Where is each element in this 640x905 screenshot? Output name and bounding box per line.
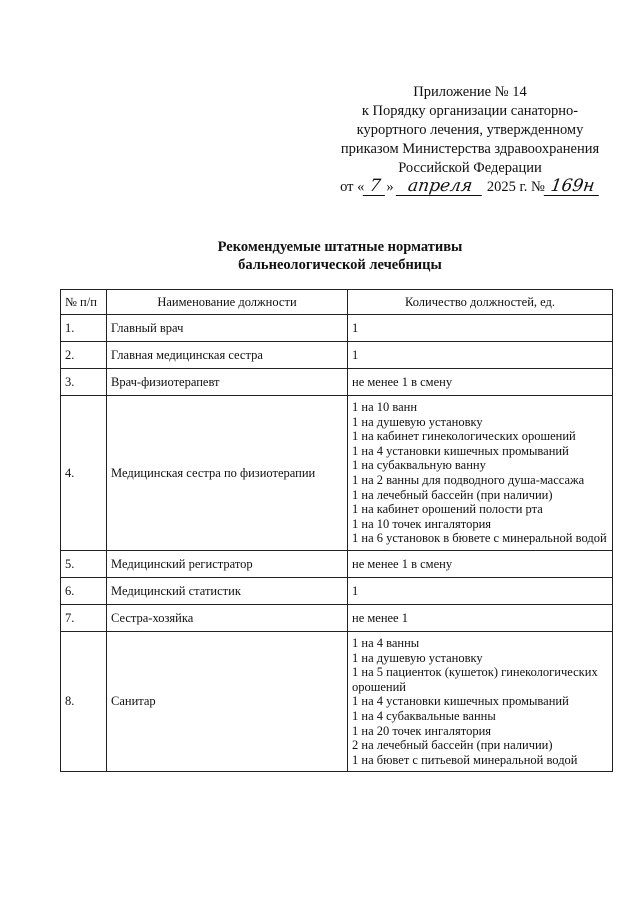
appendix-ref-line: курортного лечения, утвержденному [356,122,584,138]
table-row [61,631,613,771]
appendix-number: Приложение № 14 [413,84,527,100]
title-line: бальнеологической лечебницы [238,257,442,273]
position-name: Медицинская сестра по физиотерапии [107,396,348,551]
col-header-num: № п/п [61,290,107,315]
count-item: 1 на 4 установки кишечных промываний [352,694,569,709]
count-item: 2 на лечебный бассейн (при наличии) [352,738,553,753]
position-name: Медицинский регистратор [107,550,348,577]
position-count [348,342,613,369]
date-mid: » [386,179,394,195]
appendix-ref-line: к Порядку организации санаторно- [361,103,579,119]
position-name: Санитар [107,631,348,771]
date-prefix: от « [340,179,365,195]
table-row [61,369,613,396]
appendix-ref-line: приказом Министерства здравоохранения [340,141,600,157]
count-item: 1 на 4 установки кишечных промываний [352,443,569,458]
table-header-row [61,290,613,315]
position-count [348,631,613,771]
count-item: 1 на душевую установку [352,650,483,665]
count-item: 1 на кабинет орошений полости рта [352,502,543,517]
count-item: 1 на 10 ванн [352,400,418,414]
col-header-count: Количество должностей, ед. [348,290,613,315]
row-number: 6. [61,577,107,604]
row-number: 4. [61,396,107,551]
table-row [61,396,613,551]
handwritten-day: 7 [363,178,388,196]
count-item: 1 на кабинет гинекологических орошений [352,429,576,444]
position-name: Сестра-хозяйка [107,604,348,631]
position-count [348,550,613,577]
appendix-header [300,83,640,197]
count-item: 1 на 20 точек ингалятория [352,723,492,738]
count-item: 1 [352,320,359,335]
count-item: не менее 1 [352,610,408,625]
col-header-position: Наименование должности [107,290,348,315]
handwritten-month: апреля [396,178,485,196]
row-number: 2. [61,342,107,369]
row-number: 1. [61,315,107,342]
count-item: 1 на субаквальную ванну [352,458,486,473]
row-number: 7. [61,604,107,631]
position-count [348,315,613,342]
count-item: 1 [352,347,359,362]
position-count [348,369,613,396]
count-item: 1 на 4 ванны [352,635,420,650]
count-item: 1 [352,583,359,598]
count-item: 1 на 2 ванны для подводного душа-массажа [352,472,585,487]
table-row [61,577,613,604]
date-year: 2025 г. № [486,179,545,195]
position-count [348,577,613,604]
document-title [60,238,620,274]
position-count [348,604,613,631]
staff-norms-table [60,289,613,772]
title-line: Рекомендуемые штатные нормативы [217,239,463,255]
count-item: не менее 1 в смену [352,556,453,571]
position-name: Врач-физиотерапевт [107,369,348,396]
table-row [61,604,613,631]
row-number: 5. [61,550,107,577]
count-item: 1 на 6 установок в бювете с минеральной водой [352,531,607,546]
count-item: не менее 1 в смену [352,374,453,389]
handwritten-order-number: 169н [544,178,602,196]
table-row [61,550,613,577]
table-body [61,315,613,772]
table-row [61,315,613,342]
position-name: Медицинский статистик [107,577,348,604]
row-number: 8. [61,631,107,771]
position-name: Главная медицинская сестра [107,342,348,369]
count-item: 1 на лечебный бассейн (при наличии) [352,487,553,502]
order-date-line [300,178,640,197]
count-item: 1 на 5 пациенток (кушеток) гинекологических орошений [352,665,598,694]
position-count [348,396,613,551]
count-item: 1 на 10 точек ингалятория [352,516,492,531]
appendix-ref-line: Российской Федерации [398,160,542,176]
count-item: 1 на 4 субаквальные ванны [352,708,496,723]
table-row [61,342,613,369]
count-item: 1 на бювет с питьевой минеральной водой [352,752,578,767]
count-item: 1 на душевую установку [352,414,483,429]
position-name: Главный врач [107,315,348,342]
row-number: 3. [61,369,107,396]
